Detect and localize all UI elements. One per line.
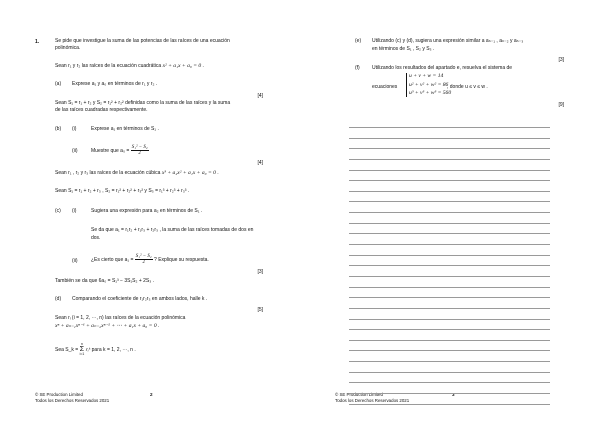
answer-line bbox=[349, 361, 550, 362]
footer-copyright: © SE Production Limited bbox=[35, 392, 83, 397]
sean-poly-line1: Sean rᵢ (i = 1, 2, ⋯, n) las raíces de la ecuación polinómica bbox=[55, 315, 186, 321]
def-s-line2: de las raíces cuadradas respectivamente. bbox=[55, 107, 148, 113]
part-f-label: (f) bbox=[355, 65, 360, 71]
part-b-i-label: (i) bbox=[72, 126, 77, 132]
sean-sk-text-after: para k = 1, 2, ⋯, n . bbox=[91, 346, 136, 353]
sum-upper-limit: n bbox=[80, 342, 83, 346]
page-number: 2 bbox=[150, 392, 153, 397]
intro-text: Se pide que investigue la suma de las potencias de las raíces de una ecuación polinómica. bbox=[55, 38, 230, 51]
answer-line bbox=[349, 127, 550, 128]
poly-equation: xⁿ + aₙ₋₁xⁿ⁻¹ + aₙ₋₂xⁿ⁻² + ⋯ + a₁x + a₀ = 0 . bbox=[55, 323, 160, 329]
footer-rights: Todos los Derechos Reservados 2021 bbox=[335, 397, 410, 403]
def-s-line1: Sean S₁ = r₁ + r₂ y S₂ = r₁² + r₂² definidas como la suma de las raíces y la suma bbox=[55, 100, 231, 106]
page-number: 3 bbox=[452, 392, 455, 397]
answer-lines bbox=[349, 127, 550, 414]
answer-line bbox=[349, 276, 550, 277]
part-f-lead: ecuaciones bbox=[372, 84, 398, 90]
sigma-icon: Σ bbox=[79, 345, 85, 353]
fraction-denominator: 2 bbox=[142, 260, 145, 265]
part-c-label: (c) bbox=[55, 208, 61, 214]
footer-rights: Todos los Derechos Reservados 2021 bbox=[35, 397, 110, 403]
answer-line bbox=[349, 233, 550, 234]
answer-line bbox=[349, 382, 550, 383]
answer-line bbox=[349, 308, 550, 309]
part-c-i-label: (i) bbox=[72, 208, 77, 214]
answer-line bbox=[349, 191, 550, 192]
part-e-marks: [3] bbox=[558, 57, 564, 63]
part-b-ii bbox=[91, 145, 149, 156]
left-footer bbox=[35, 392, 109, 403]
sean-quadratic bbox=[55, 63, 204, 70]
answer-line bbox=[349, 223, 550, 224]
answer-line bbox=[349, 170, 550, 171]
part-c-given-line2: dos. bbox=[91, 235, 101, 241]
answer-line bbox=[349, 265, 550, 266]
equation-system bbox=[406, 73, 451, 97]
fraction-a0 bbox=[131, 145, 149, 156]
answer-line bbox=[349, 393, 550, 394]
fraction-a1 bbox=[135, 254, 153, 265]
answer-line bbox=[349, 201, 550, 202]
part-e-line2: en términos de S₁ , S₂ y S₃ . bbox=[372, 46, 435, 52]
fraction-numerator: S₁² − S₂ bbox=[131, 145, 148, 150]
sum-term: rᵢᵏ bbox=[85, 346, 91, 353]
part-a-text: Exprese a₁ y a₀ en términos de r₁ y r₂ . bbox=[72, 81, 158, 87]
equation-3: u³ + v³ + w³ = 560 bbox=[409, 90, 452, 96]
also-given: También se da que 6a₀ = S₁³ − 3S₁S₂ + 2S₃ . bbox=[55, 278, 155, 284]
answer-line bbox=[349, 244, 550, 245]
answer-line bbox=[349, 350, 550, 351]
answer-line bbox=[349, 319, 550, 320]
part-c-ii-label: (ii) bbox=[72, 258, 78, 264]
sean-cubic bbox=[55, 170, 219, 177]
part-b-label: (b) bbox=[55, 126, 62, 132]
part-a-label: (a) bbox=[55, 81, 62, 87]
answer-line bbox=[349, 340, 550, 341]
part-c-i-text: Sugiera una expresión para a₂ en términos de S₁ . bbox=[91, 208, 203, 214]
sean-sk bbox=[55, 343, 136, 356]
part-c-ii bbox=[91, 254, 209, 265]
fraction-numerator: S₁² − S₂ bbox=[135, 254, 152, 259]
answer-line bbox=[349, 159, 550, 160]
part-c-ii-text-after: ? Explique su respuesta. bbox=[154, 256, 209, 263]
answer-line bbox=[349, 297, 550, 298]
fraction-denominator: 2 bbox=[138, 151, 141, 156]
equation-1: u + v + w = 14 bbox=[409, 73, 444, 79]
part-d-text: Comparando el coeficiente de r₁r₂r₃ en ambos lados, halle k . bbox=[72, 296, 208, 302]
part-f-line1: Utilizando los resultados del apartado e, resuelva el sistema de bbox=[372, 65, 513, 71]
part-b-i-text: Exprese a₁ en términos de S₁ . bbox=[91, 126, 159, 132]
answer-line bbox=[349, 180, 550, 181]
part-b-ii-text: Muestre que a₀ = bbox=[91, 147, 130, 154]
part-c-marks: [3] bbox=[257, 269, 263, 275]
answer-line bbox=[349, 404, 550, 405]
answer-line bbox=[349, 372, 550, 373]
cubic-equation: x³ + a₂x² + a₁x + a₀ = 0 . bbox=[161, 170, 219, 176]
answer-line bbox=[349, 329, 550, 330]
part-c-given-line1: Se da que a₁ = r₁r₂ + r₁r₃ + r₂r₃ , la suma de las raíces tomadas de dos en bbox=[91, 227, 254, 233]
answer-line bbox=[349, 287, 550, 288]
footer-copyright: © SE Production Limited bbox=[335, 392, 383, 397]
equation-2: u² + v² + w² = 86 bbox=[409, 81, 449, 88]
sum-lower-limit: i=1 bbox=[79, 351, 85, 356]
quadratic-equation: x² + a₁x + a₀ = 0 . bbox=[162, 63, 205, 69]
part-b-ii-label: (ii) bbox=[72, 148, 78, 154]
part-e-line1: Utilizando (c) y (d), sugiera una expresión similar a aₙ₋₁ , aₙ₋₂ y aₙ₋₃ bbox=[372, 38, 524, 44]
question-number: 1. bbox=[35, 39, 40, 45]
answer-line bbox=[349, 255, 550, 256]
part-f-marks: [9] bbox=[558, 102, 564, 108]
answer-line bbox=[349, 212, 550, 213]
part-d-marks: [5] bbox=[257, 307, 263, 313]
sean-cubic-text: Sean r₁ , r₂ y r₃ las raíces de la ecuación cúbica bbox=[55, 170, 161, 176]
part-c-ii-text-before: ¿Es cierto que a₁ = bbox=[91, 256, 134, 263]
part-e-label: (e) bbox=[355, 38, 362, 44]
part-d-label: (d) bbox=[55, 296, 62, 302]
summation bbox=[80, 343, 85, 356]
sean-quadratic-text: Sean r₁ y r₂ las raíces de la ecuación cuadrática bbox=[55, 63, 162, 69]
part-b-marks: [4] bbox=[257, 160, 263, 166]
sean-sk-text-before: Sea S_k = bbox=[55, 346, 79, 353]
part-f-condition: , donde u ≤ v ≤ w . bbox=[447, 84, 488, 90]
answer-line bbox=[349, 148, 550, 149]
sean-s3: Sean S₁ = r₁ + r₂ + r₃ , S₂ = r₁² + r₂² + r₃² y S₃ = r₁³ + r₂³ + r₃³ . bbox=[55, 188, 190, 194]
answer-line bbox=[349, 138, 550, 139]
part-a-marks: [4] bbox=[257, 93, 263, 99]
